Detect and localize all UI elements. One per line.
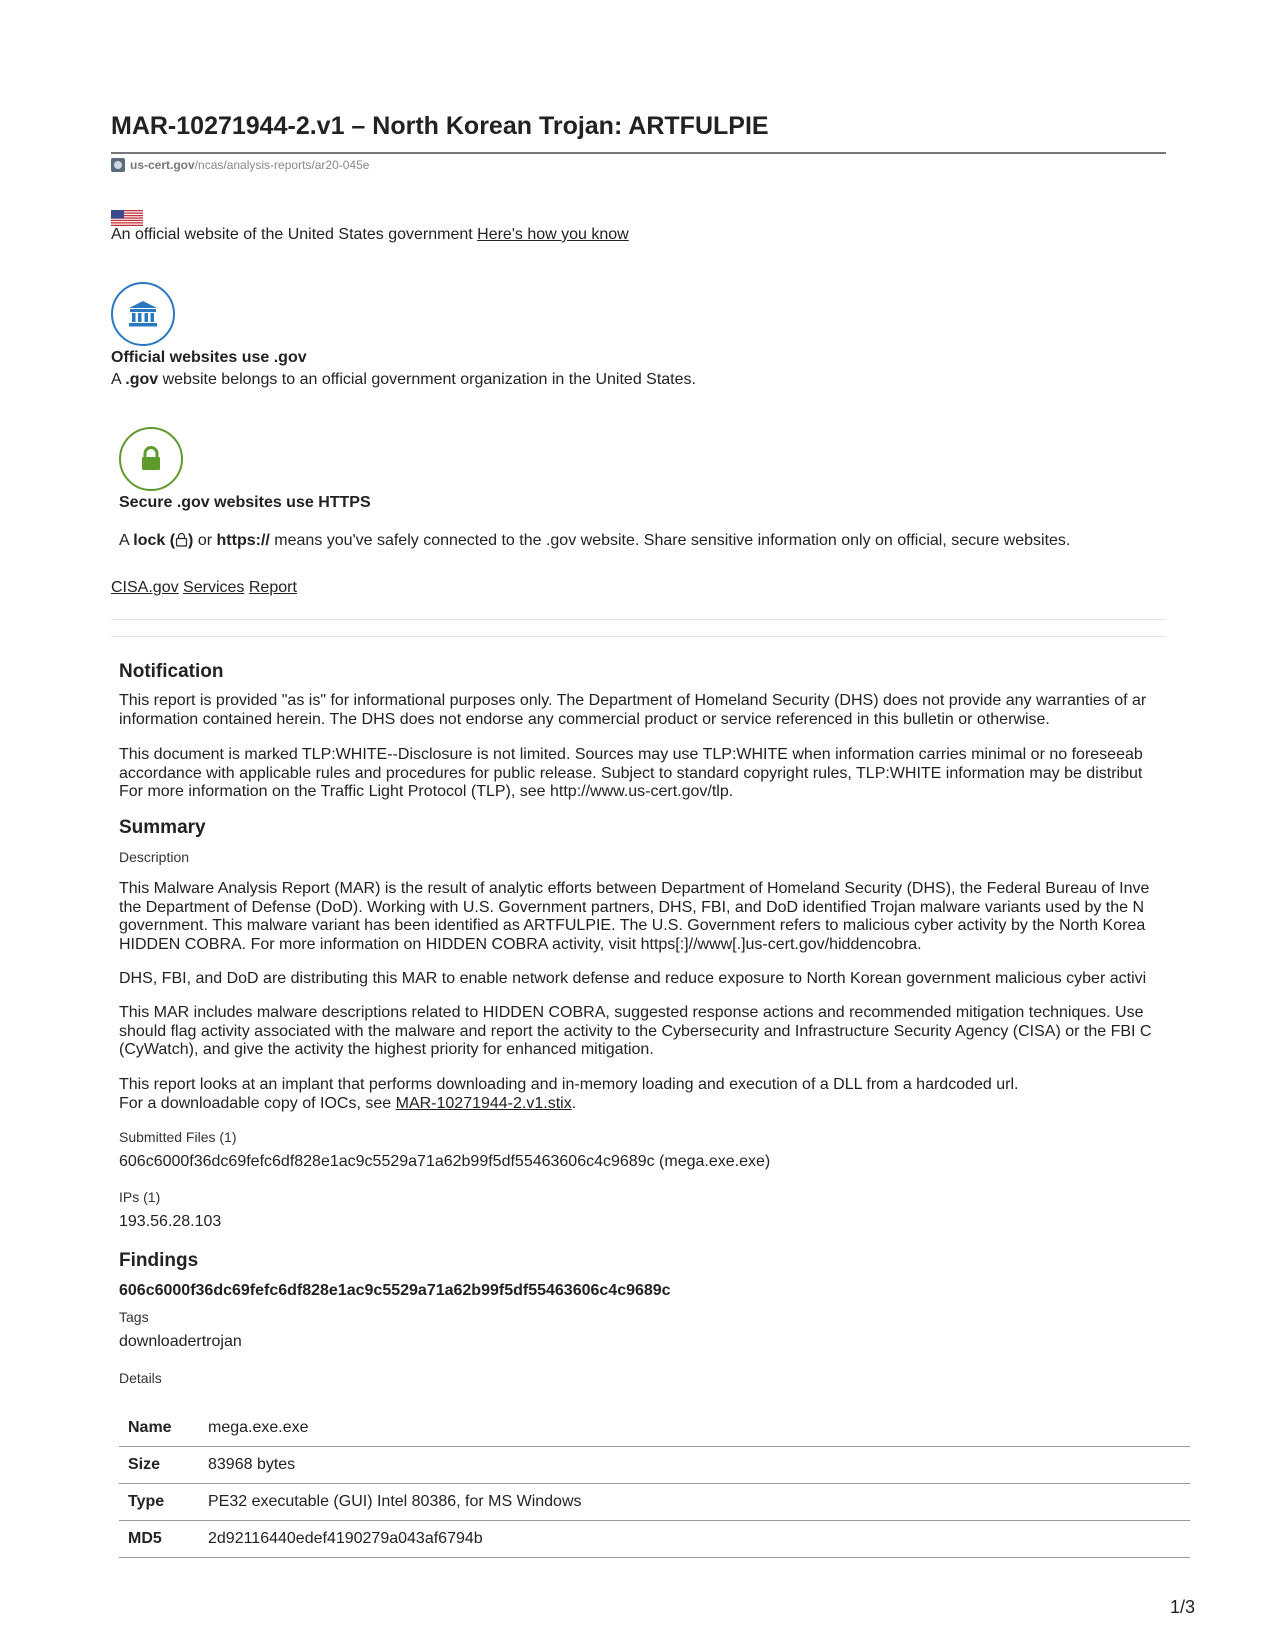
detail-key: Size xyxy=(119,1447,208,1484)
text-line: government. This malware variant has been identified as ARTFULPIE. The U.S. Government refers to malicious cyber activity by the North Korea xyxy=(119,917,1146,934)
text-line: accordance with applicable rules and procedures for public release. Subject to standard copyright rules, TLP:WHITE information may be distribut xyxy=(119,764,1143,782)
ioc-suffix: . xyxy=(571,1094,577,1112)
site-favicon-icon xyxy=(111,158,125,172)
summary-paragraph-3 xyxy=(119,1004,1194,1060)
building-icon xyxy=(128,300,158,328)
table-row xyxy=(119,1447,1190,1484)
top-nav xyxy=(111,579,297,597)
https-protocol: https:// xyxy=(216,532,270,549)
text-line: This document is marked TLP:WHITE--Disclosure is not limited. Sources may use TLP:WHITE when information carries minimal or no foreseeab xyxy=(119,746,1143,763)
text-line: This report looks at an implant that performs downloading and in-memory loading and execution of a DLL from a hardcoded url. xyxy=(119,1076,1019,1093)
ip-value: 193.56.28.103 xyxy=(119,1213,222,1230)
text-line: the Department of Defense (DoD). Working with U.S. Government partners, DHS, FBI, and DoD identified Trojan malware variants used by the N xyxy=(119,898,1145,916)
title-divider xyxy=(111,152,1166,154)
tags-value: downloadertrojan xyxy=(119,1333,242,1350)
https-lock-circle xyxy=(119,427,183,491)
summary-paragraph-1 xyxy=(119,880,1194,954)
text-line: This report is provided "as is" for informational purposes only. The Department of Homeland Security (DHS) does not provide any warranties of ar xyxy=(119,692,1147,709)
heres-how-you-know-link[interactable]: Here's how you know xyxy=(477,226,629,243)
text-line: should flag activity associated with the malware and report the activity to the Cybersecurity and Infrastructure Security Agency (CISA) or the FBI C xyxy=(119,1022,1152,1040)
gov-heading: Official websites use .gov xyxy=(111,349,307,366)
nav-divider-bottom xyxy=(111,636,1166,637)
lock-icon xyxy=(140,446,162,472)
detail-value: 83968 bytes xyxy=(208,1447,1190,1484)
text-line: This Malware Analysis Report (MAR) is the result of analytic efforts between Department of Homeland Security (DHS), the Federal Bureau of Inve xyxy=(119,880,1150,897)
https-lock-close: ) xyxy=(188,532,194,549)
https-text-prefix: A xyxy=(119,532,129,549)
https-lock-label: lock ( xyxy=(133,532,176,549)
text-line: DHS, FBI, and DoD are distributing this MAR to enable network defense and reduce exposure to North Korean government malicious cyber activi xyxy=(119,970,1147,987)
notification-paragraph-2 xyxy=(119,746,1194,802)
description-label: Description xyxy=(119,849,190,865)
text-line: HIDDEN COBRA. For more information on HIDDEN COBRA activity, visit https[:]//www[.]us-cert.gov/hiddencobra. xyxy=(119,935,922,953)
text-line: information contained herein. The DHS does not endorse any commercial product or service referenced in this bulletin or otherwise. xyxy=(119,710,1050,728)
table-row xyxy=(119,1410,1190,1447)
ioc-download-line xyxy=(119,1095,1194,1114)
gov-text-rest: website belongs to an official government organization in the United States. xyxy=(162,371,696,388)
summary-paragraph-4 xyxy=(119,1076,1194,1113)
summary-paragraph-2 xyxy=(119,970,1194,989)
official-site-banner xyxy=(111,226,629,244)
tags-label: Tags xyxy=(119,1309,149,1325)
https-or: or xyxy=(197,532,213,549)
details-label: Details xyxy=(119,1370,162,1386)
submitted-file-value: 606c6000f36dc69fefc6df828e1ac9c5529a71a62b99f5df55463606c4c9689c (mega.exe.exe) xyxy=(119,1153,771,1170)
gov-building-circle xyxy=(111,282,175,346)
nav-cisa-link[interactable]: CISA.gov xyxy=(111,579,179,596)
ips-label: IPs (1) xyxy=(119,1189,161,1205)
detail-value: PE32 executable (GUI) Intel 80386, for MS Windows xyxy=(208,1484,1190,1521)
gov-text-prefix: A xyxy=(111,371,121,388)
url-host: us-cert.gov xyxy=(130,158,195,172)
findings-heading: Findings xyxy=(119,1250,199,1271)
table-row xyxy=(119,1484,1190,1521)
detail-value: 2d92116440edef4190279a043af6794b xyxy=(208,1521,1190,1558)
detail-key: Name xyxy=(119,1410,208,1447)
page-title: MAR-10271944-2.v1 – North Korean Trojan: ARTFULPIE xyxy=(111,112,769,140)
ioc-prefix: For a downloadable copy of IOCs, see xyxy=(119,1094,392,1112)
detail-key: Type xyxy=(119,1484,208,1521)
text-line: For more information on the Traffic Light Protocol (TLP), see http://www.us-cert.gov/tlp. xyxy=(119,783,734,800)
source-url xyxy=(111,158,369,172)
text-line: This MAR includes malware descriptions related to HIDDEN COBRA, suggested response actions and recommended mitigation techniques. Use xyxy=(119,1004,1144,1021)
notification-paragraph-1 xyxy=(119,692,1194,729)
https-text-rest: means you've safely connected to the .gov website. Share sensitive information only on official, secure websites. xyxy=(274,532,1071,549)
gov-description xyxy=(111,371,696,389)
detail-key: MD5 xyxy=(119,1521,208,1558)
gov-text-bold: .gov xyxy=(125,371,159,388)
submitted-files-label: Submitted Files (1) xyxy=(119,1129,237,1145)
notification-heading: Notification xyxy=(119,661,224,682)
stix-download-link[interactable]: MAR-10271944-2.v1.stix xyxy=(395,1094,572,1112)
official-site-text: An official website of the United States government xyxy=(111,226,473,243)
https-description xyxy=(119,532,1070,550)
https-heading: Secure .gov websites use HTTPS xyxy=(119,494,371,511)
url-path: /ncas/analysis-reports/ar20-045e xyxy=(194,158,370,172)
nav-report-link[interactable]: Report xyxy=(248,579,297,596)
detail-value: mega.exe.exe xyxy=(208,1410,1190,1447)
us-flag-icon xyxy=(111,210,143,226)
findings-hash: 606c6000f36dc69fefc6df828e1ac9c5529a71a62b99f5df55463606c4c9689c xyxy=(119,1282,671,1299)
table-row xyxy=(119,1521,1190,1558)
page-number: 1/3 xyxy=(1170,1597,1196,1617)
summary-heading: Summary xyxy=(119,817,206,838)
text-line: (CyWatch), and give the activity the highest priority for enhanced mitigation. xyxy=(119,1041,654,1058)
small-lock-icon xyxy=(175,532,188,547)
nav-services-link[interactable]: Services xyxy=(183,579,245,596)
details-table xyxy=(119,1410,1190,1558)
nav-divider-top xyxy=(111,619,1166,620)
